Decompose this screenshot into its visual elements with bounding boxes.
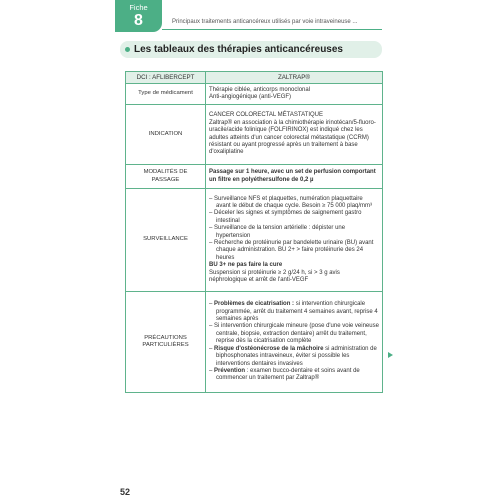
surveillance-item: – Surveillance de la tension artérielle : dépister une hypertension — [209, 225, 379, 240]
fiche-tab — [115, 0, 162, 32]
precaution-item: – Si intervention chirurgicale mineure (pose d'une voie veineuse centrale, biopsie, extraction dentaire) arrêt du traitement, reprise dès la cicatrisation complète — [209, 323, 379, 345]
surveillance-item: – Déceler les signes et symptômes de saignement gastro intestinal — [209, 210, 379, 225]
row-label-indication: INDICATION — [126, 105, 206, 165]
section-title-text: Les tableaux des thérapies anticancéreuses — [134, 44, 343, 55]
surveillance-bold-line: BU 3+ ne pas faire la cure — [209, 262, 283, 269]
table-row-passage — [126, 165, 383, 189]
page-number: 52 — [120, 487, 131, 497]
cell-surveillance — [206, 189, 383, 292]
precaution-item-text: : examen bucco-dentaire et soins avant de commencer un traitement par Zaltrap® — [216, 367, 360, 382]
table-row-type — [126, 84, 383, 105]
precaution-item-title: Risque d'ostéonécrose de la mâchoire — [214, 345, 324, 352]
cell-passage: Passage sur 1 heure, avec un set de perfusion comportant un filtre en polyéthersulfone de 0,2 µ — [206, 165, 383, 189]
table-row-precautions — [126, 292, 383, 393]
indication-heading: CANCER COLORECTAL MÉTASTATIQUE — [209, 112, 324, 119]
surveillance-item: – Surveillance NFS et plaquettes, numération plaquettaire avant le début de chaque cycle. Besoin ≥ 75 000 plaq/mm³ — [209, 196, 379, 211]
precaution-item-text: si intervention chirurgicale programmée, arrêt du traitement 4 semaines avant, reprise 4 semaines après — [216, 301, 378, 323]
row-label-type: Type de médicament — [126, 84, 206, 105]
type-line: Anti-angiogénique (anti-VEGF) — [209, 94, 292, 100]
precaution-item — [209, 301, 379, 323]
type-line: Thérapie ciblée, anticorps monoclonal — [209, 86, 311, 93]
fiche-label: Fiche — [129, 3, 148, 12]
fiche-number: 8 — [134, 12, 143, 29]
running-header: Principaux traitements anticancéreux utilisés par voie intraveineuse ... — [172, 19, 358, 25]
next-page-arrow-icon[interactable] — [388, 352, 393, 358]
surveillance-item: – Recherche de protéinurie par bandelette urinaire (BU) avant chaque administration. BU 2+ > faire protéinurie des 24 heures — [209, 240, 379, 262]
therapy-table — [125, 71, 383, 393]
row-label-passage: MODALITÉS DE PASSAGE — [126, 165, 206, 189]
precaution-item — [209, 346, 379, 368]
precaution-item — [209, 368, 379, 383]
header-divider — [162, 29, 382, 30]
precaution-item-title: Problèmes de cicatrisation : — [214, 301, 295, 308]
header-dci: DCI : AFLIBERCEPT — [126, 72, 206, 84]
cell-type — [206, 84, 383, 105]
cell-precautions — [206, 292, 383, 393]
section-title — [120, 41, 382, 58]
table-row-surveillance — [126, 189, 383, 292]
surveillance-footer: Suspension si protéinurie ≥ 2 g/24 h, si > 3 g avis néphrologique et arrêt de l'anti-VEGF — [209, 269, 340, 284]
header-brand: ZALTRAP® — [206, 72, 383, 84]
indication-text: Zaltrap® en association à la chimiothérapie irinotécan/5-fluoro-uracile/acide folinique (FOLFIRINOX) est indiqué chez les adultes atteints d'un cancer colorectal métastatique (CCRM) résistant ou ayant progressé après un traitement à base d'oxaliplatine — [209, 119, 376, 156]
table-row-indication — [126, 105, 383, 165]
table-header-row — [126, 72, 383, 84]
cell-indication — [206, 105, 383, 165]
precaution-item-title: Prévention — [214, 367, 246, 374]
bullet-dot-icon — [125, 47, 130, 52]
precaution-item-text: si administration de biphosphonates intraveineux, éviter si possible les interventions dentaires invasives — [216, 345, 377, 367]
row-label-surveillance: SURVEILLANCE — [126, 189, 206, 292]
row-label-precautions: PRÉCAUTIONS PARTICULIÈRES — [126, 292, 206, 393]
